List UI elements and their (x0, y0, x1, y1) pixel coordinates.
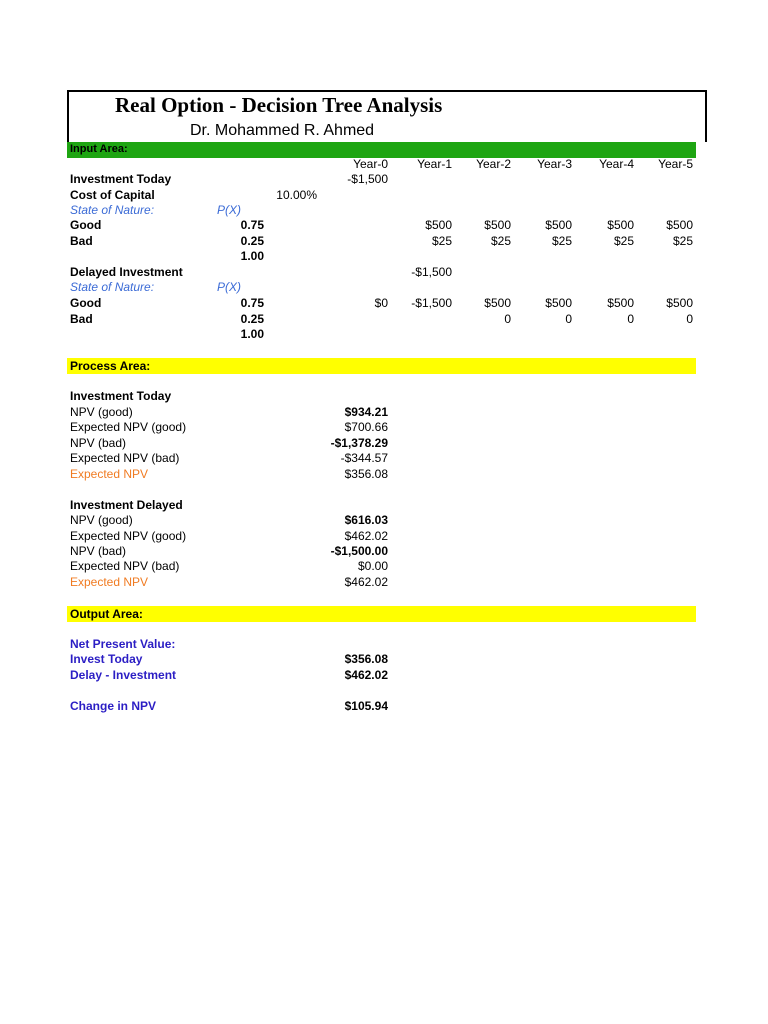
invest-today-label: Invest Today (70, 652, 143, 666)
input-area-band (67, 142, 696, 158)
bad-label: Bad (70, 234, 93, 248)
expected-npv-value: $356.08 (344, 467, 388, 481)
bad-probability: 0.25 (240, 234, 264, 248)
row-value: -$1,500.00 (330, 544, 388, 558)
row-label: NPV (bad) (70, 436, 127, 450)
good-value: $500 (666, 218, 693, 232)
row-label: Expected NPV (bad) (70, 559, 180, 573)
good-label: Good (70, 218, 102, 232)
state-of-nature-label: State of Nature: (70, 203, 155, 217)
expected-npv-label: Expected NPV (70, 575, 149, 589)
bad-value: $25 (551, 234, 572, 248)
row-label: NPV (bad) (70, 544, 127, 558)
delay-investment-value: $462.02 (344, 668, 388, 682)
investment-today-label: Investment Today (70, 172, 172, 186)
good-probability: 0.75 (240, 296, 264, 310)
cost-of-capital-value: 10.00% (276, 188, 317, 202)
row-value: $0.00 (357, 559, 388, 573)
cost-of-capital-label: Cost of Capital (70, 188, 155, 202)
year-header: Year-2 (476, 157, 511, 171)
section-heading: Investment Delayed (70, 498, 183, 512)
section-heading: Investment Today (70, 389, 172, 403)
probability-header: P(X) (217, 203, 241, 217)
bad-value: $25 (431, 234, 452, 248)
row-label: Expected NPV (bad) (70, 451, 180, 465)
output-area-band (67, 606, 696, 622)
year-header: Year-0 (353, 157, 388, 171)
delayed-investment-year1: -$1,500 (411, 265, 452, 279)
state-of-nature-label: State of Nature: (70, 280, 155, 294)
good-value: $500 (607, 218, 634, 232)
bad-value: 0 (565, 312, 572, 326)
good-value: $500 (666, 296, 693, 310)
expected-npv-label: Expected NPV (70, 467, 149, 481)
author-name: Dr. Mohammed R. Ahmed (190, 122, 375, 139)
delayed-investment-label: Delayed Investment (70, 265, 183, 279)
change-in-npv-label: Change in NPV (70, 699, 157, 713)
row-label: NPV (good) (70, 405, 133, 419)
process-area-band (67, 358, 696, 374)
output-area-label: Output Area: (70, 607, 143, 621)
row-value: -$1,378.29 (330, 436, 388, 450)
bad-value: 0 (504, 312, 511, 326)
good-value: $0 (374, 296, 388, 310)
bad-probability: 0.25 (240, 312, 264, 326)
good-value: $500 (425, 218, 452, 232)
year-header: Year-3 (537, 157, 572, 171)
bad-value: $25 (672, 234, 693, 248)
bad-value: 0 (686, 312, 693, 326)
investment-today-year0: -$1,500 (347, 172, 388, 186)
change-in-npv-value: $105.94 (344, 699, 388, 713)
input-area-label: Input Area: (70, 143, 128, 155)
good-label: Good (70, 296, 102, 310)
row-value: $934.21 (344, 405, 388, 419)
year-header: Year-1 (417, 157, 452, 171)
good-value: $500 (607, 296, 634, 310)
process-area-label: Process Area: (70, 359, 151, 373)
row-label: Expected NPV (good) (70, 529, 187, 543)
row-value: $616.03 (344, 513, 388, 527)
row-value: $462.02 (344, 529, 388, 543)
good-value: $500 (545, 296, 572, 310)
good-value: -$1,500 (411, 296, 452, 310)
delay-investment-label: Delay - Investment (70, 668, 177, 682)
row-label: Expected NPV (good) (70, 420, 187, 434)
bad-value: 0 (627, 312, 634, 326)
probability-header: P(X) (217, 280, 241, 294)
bad-label: Bad (70, 312, 93, 326)
npv-heading: Net Present Value: (70, 637, 176, 651)
year-header: Year-4 (599, 157, 634, 171)
good-probability: 0.75 (240, 218, 264, 232)
good-value: $500 (545, 218, 572, 232)
good-value: $500 (484, 296, 511, 310)
good-value: $500 (484, 218, 511, 232)
probability-total: 1.00 (240, 327, 264, 341)
year-header: Year-5 (658, 157, 693, 171)
row-value: -$344.57 (340, 451, 388, 465)
bad-value: $25 (613, 234, 634, 248)
page-title: Real Option - Decision Tree Analysis (115, 93, 443, 117)
invest-today-value: $356.08 (344, 652, 388, 666)
row-value: $700.66 (344, 420, 388, 434)
bad-value: $25 (490, 234, 511, 248)
expected-npv-value: $462.02 (344, 575, 388, 589)
row-label: NPV (good) (70, 513, 133, 527)
probability-total: 1.00 (240, 249, 264, 263)
